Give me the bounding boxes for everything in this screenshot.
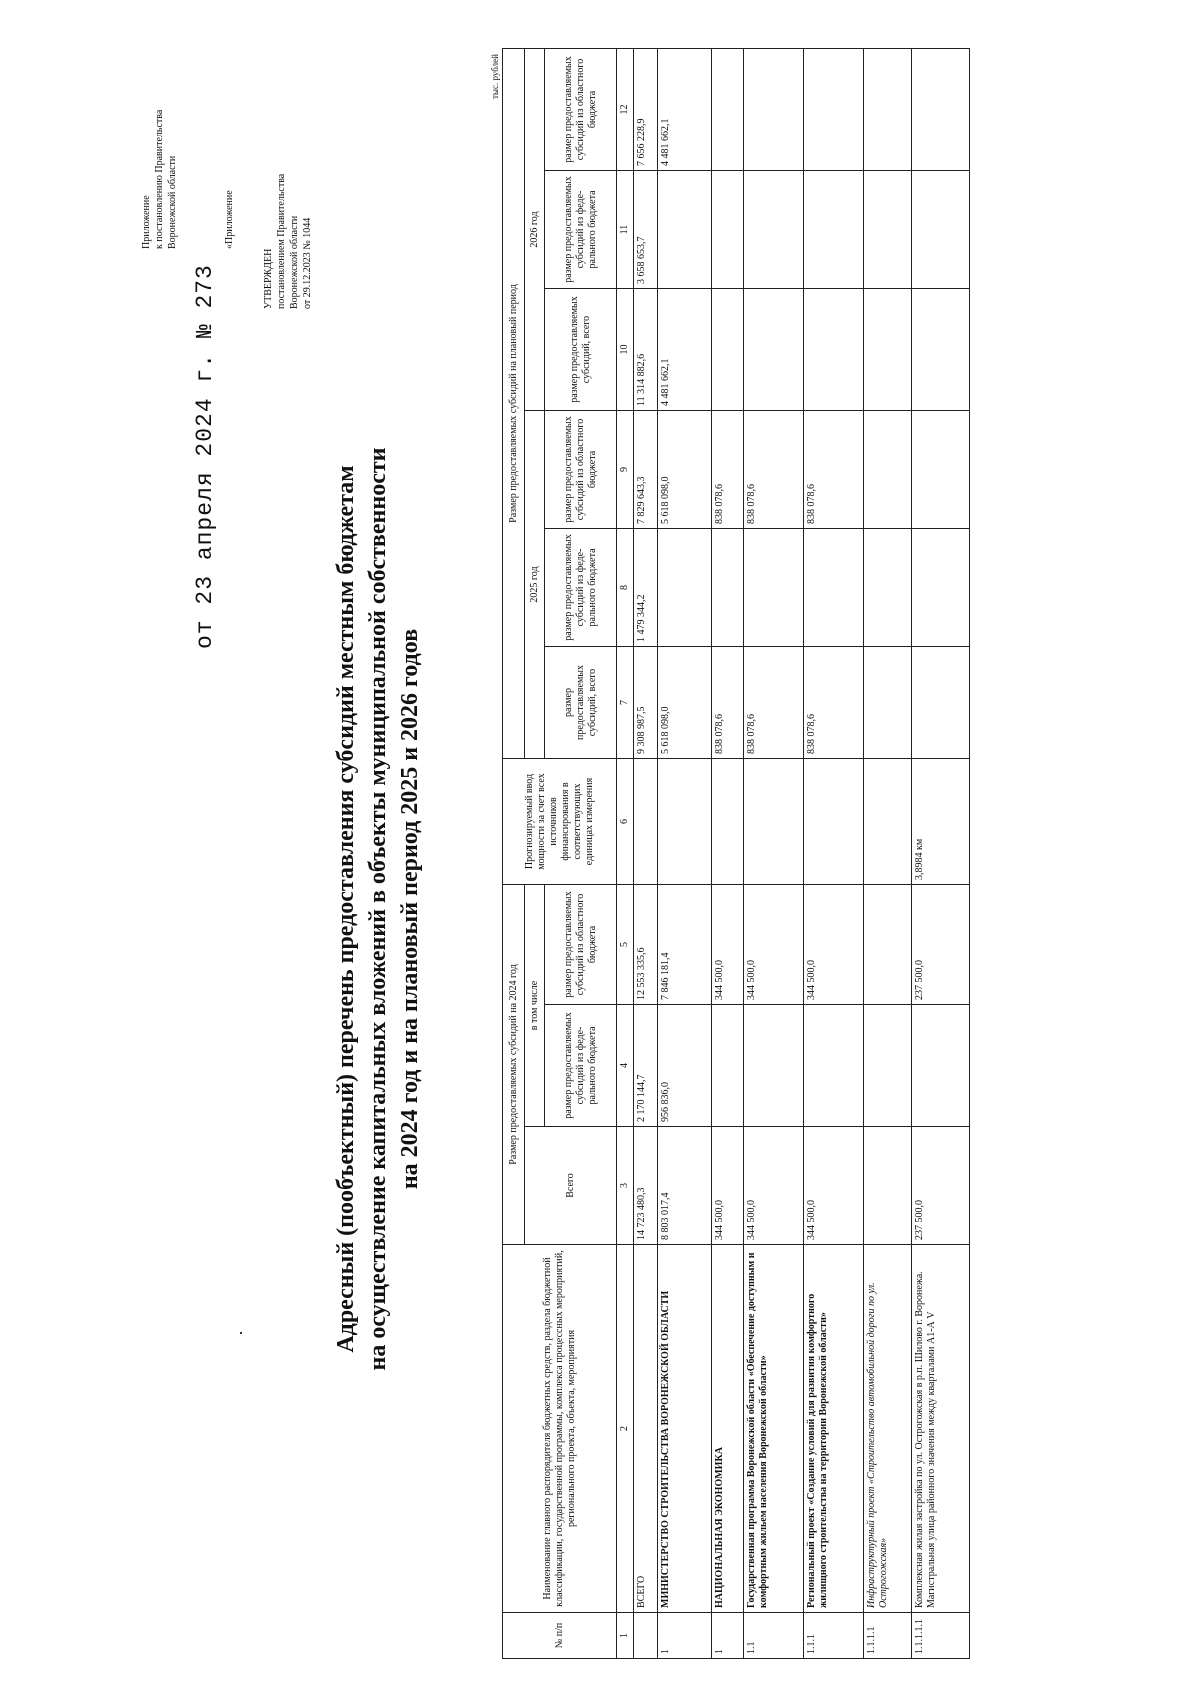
title-line: на осуществление капитальных вложений в объекты муниципальной собственности — [365, 447, 391, 1371]
cell-fed-2024: 956 836,0 — [658, 1005, 712, 1127]
cell-capacity — [712, 759, 744, 885]
cell-fed-2024 — [804, 1005, 864, 1127]
cell-fed-2024 — [864, 1005, 912, 1127]
cell-fed-2026 — [864, 171, 912, 289]
cell-fed-2025 — [744, 529, 804, 647]
header-reg-2024: размер предоставляемых субсидий из областного бюджета — [545, 885, 617, 1005]
cell-capacity — [634, 759, 658, 885]
cell-total-2025: 5 618 098,0 — [658, 647, 712, 759]
col-number: 10 — [617, 289, 634, 411]
col-number: 2 — [617, 1245, 634, 1613]
row-num: 1 — [658, 1613, 712, 1659]
cell-fed-2024 — [912, 1005, 970, 1127]
cell-total-2024 — [864, 1127, 912, 1245]
header-reg-2025: размер предоставляемых субсидий из областного бюджета — [545, 411, 617, 529]
cell-reg-2024: 237 500,0 — [912, 885, 970, 1005]
cell-total-2025: 838 078,6 — [744, 647, 804, 759]
row-num — [634, 1613, 658, 1659]
header-fed-2024: размер предоставляемых субсидий из феде-рального бюджета — [545, 1005, 617, 1127]
cell-reg-2025 — [864, 411, 912, 529]
cell-capacity — [864, 759, 912, 885]
cell-total-2025: 9 308 987,5 — [634, 647, 658, 759]
document-title — [330, 249, 426, 1569]
stamp-subtitle: «Приложение — [224, 190, 235, 249]
approved-line: постановлением Правительства — [276, 173, 287, 309]
row-name: Комплексная жилая застройка по ул. Острогожская в р.п. Шилово г. Воронежа. Магистральная улица районного значения между кварталами А1-А V — [912, 1245, 970, 1613]
cell-fed-2025: 1 479 344,2 — [634, 529, 658, 647]
cell-total-2025: 838 078,6 — [804, 647, 864, 759]
row-num: 1.1 — [744, 1613, 804, 1659]
approved-line: Воронежской области — [289, 215, 300, 309]
cell-capacity — [744, 759, 804, 885]
col-number: 11 — [617, 171, 634, 289]
cell-reg-2026 — [804, 49, 864, 171]
row-name: Государственная программа Воронежской области «Обеспечение доступным и комфортным жильем населения Воронежской области» — [744, 1245, 804, 1613]
cell-reg-2024 — [864, 885, 912, 1005]
cell-fed-2026: 3 658 653,7 — [634, 171, 658, 289]
cell-total-2026 — [712, 289, 744, 411]
col-number: 5 — [617, 885, 634, 1005]
header-year-2026: 2026 год — [525, 49, 545, 411]
table-row — [804, 49, 864, 1659]
table-row — [744, 49, 804, 1659]
table-row — [712, 49, 744, 1659]
approved-line: УТВЕРЖДЕН — [263, 248, 274, 309]
cell-fed-2024: 2 170 144,7 — [634, 1005, 658, 1127]
table-row — [658, 49, 712, 1659]
approved-block — [262, 69, 314, 309]
approval-block — [140, 19, 179, 249]
cell-total-2025 — [912, 647, 970, 759]
cell-total-2026 — [912, 289, 970, 411]
header-size-2024: Размер предоставляемых субсидий на 2024 год — [503, 885, 525, 1245]
cell-fed-2026 — [804, 171, 864, 289]
row-num: 1.1.1.1.1 — [912, 1613, 970, 1659]
header-fed-2025: размер предоставляемых субсидий из феде-рального бюджета — [545, 529, 617, 647]
header-fed-2026: размер предоставляемых субсидий из феде-рального бюджета — [545, 171, 617, 289]
cell-total-2024: 237 500,0 — [912, 1127, 970, 1245]
col-number: 7 — [617, 647, 634, 759]
cell-reg-2025: 838 078,6 — [712, 411, 744, 529]
cell-total-2025: 838 078,6 — [712, 647, 744, 759]
col-number: 3 — [617, 1127, 634, 1245]
subsidy-table — [502, 48, 970, 1659]
cell-reg-2026 — [712, 49, 744, 171]
col-number: 4 — [617, 1005, 634, 1127]
table-row — [864, 49, 912, 1659]
cell-fed-2026 — [912, 171, 970, 289]
header-num: № п/п — [503, 1613, 617, 1659]
cell-total-2026: 4 481 662,1 — [658, 289, 712, 411]
row-num: 1 — [712, 1613, 744, 1659]
header-plan-period: Размер предоставляемых субсидий на плановый период — [503, 49, 525, 759]
cell-reg-2025: 838 078,6 — [804, 411, 864, 529]
stray-mark — [240, 1332, 242, 1334]
cell-fed-2025 — [864, 529, 912, 647]
approved-line: от 29.12.2023 № 1044 — [302, 217, 313, 309]
cell-fed-2025 — [912, 529, 970, 647]
cell-reg-2026: 4 481 662,1 — [658, 49, 712, 171]
cell-total-2026 — [804, 289, 864, 411]
title-line: на 2024 год и на плановый период 2025 и 2026 годов — [397, 628, 423, 1190]
cell-total-2024: 344 500,0 — [744, 1127, 804, 1245]
header-year-2025: 2025 год — [525, 411, 545, 759]
row-num: 1.1.1.1 — [864, 1613, 912, 1659]
header-total-2026: размер предоставляемых субсидий, всего — [545, 289, 617, 411]
header-including: в том числе — [525, 885, 545, 1127]
approval-line: Воронежской области — [167, 155, 178, 249]
cell-fed-2025 — [804, 529, 864, 647]
cell-reg-2026 — [744, 49, 804, 171]
table-row — [634, 49, 658, 1659]
col-number: 1 — [617, 1613, 634, 1659]
table-row — [912, 49, 970, 1659]
cell-reg-2024: 7 846 181,4 — [658, 885, 712, 1005]
units-label: тыс. рублей — [490, 54, 500, 99]
cell-fed-2025 — [658, 529, 712, 647]
cell-total-2024: 344 500,0 — [804, 1127, 864, 1245]
row-name: ВСЕГО — [634, 1245, 658, 1613]
row-name: МИНИСТЕРСТВО СТРОИТЕЛЬСТВА ВОРОНЕЖСКОЙ ОБЛАСТИ — [658, 1245, 712, 1613]
cell-capacity — [658, 759, 712, 885]
col-number: 6 — [617, 759, 634, 885]
cell-fed-2025 — [712, 529, 744, 647]
cell-total-2026: 11 314 882,6 — [634, 289, 658, 411]
row-num: 1.1.1 — [804, 1613, 864, 1659]
row-name: НАЦИОНАЛЬНАЯ ЭКОНОМИКА — [712, 1245, 744, 1613]
cell-reg-2025: 7 829 643,3 — [634, 411, 658, 529]
col-number: 9 — [617, 411, 634, 529]
date-number-stamp: от 23 апреля 2024 г. № 273 — [192, 264, 218, 649]
header-total-2025: размер предоставляемых субсидий, всего — [545, 647, 617, 759]
cell-total-2026 — [864, 289, 912, 411]
cell-total-2024: 8 803 017,4 — [658, 1127, 712, 1245]
cell-reg-2024: 344 500,0 — [804, 885, 864, 1005]
cell-total-2026 — [744, 289, 804, 411]
title-line: Адресный (пообъектный) перечень предоставления субсидий местным бюджетам — [333, 465, 359, 1353]
header-total-2024: Всего — [525, 1127, 617, 1245]
cell-reg-2024: 12 553 335,6 — [634, 885, 658, 1005]
approval-line: Приложение — [141, 195, 152, 249]
cell-fed-2026 — [712, 171, 744, 289]
cell-reg-2024: 344 500,0 — [744, 885, 804, 1005]
cell-total-2024: 14 723 480,3 — [634, 1127, 658, 1245]
cell-reg-2025 — [912, 411, 970, 529]
cell-reg-2026: 7 656 228,9 — [634, 49, 658, 171]
col-number: 8 — [617, 529, 634, 647]
header-name: Наименование главного распорядителя бюджетных средств, раздела бюджетной классификации, государственной программы, комплекса процессных мероприятий, регионального проекта, объекта, мероприятия — [503, 1245, 617, 1613]
cell-fed-2026 — [658, 171, 712, 289]
approval-line: к постановлению Правительства — [154, 109, 165, 249]
cell-reg-2025: 5 618 098,0 — [658, 411, 712, 529]
row-name: Региональный проект «Создание условий для развития комфортного жилищного строительства на территории Воронежской области» — [804, 1245, 864, 1613]
cell-fed-2024 — [744, 1005, 804, 1127]
cell-reg-2024: 344 500,0 — [712, 885, 744, 1005]
cell-total-2025 — [864, 647, 912, 759]
cell-capacity — [804, 759, 864, 885]
cell-reg-2026 — [912, 49, 970, 171]
cell-total-2024: 344 500,0 — [712, 1127, 744, 1245]
row-name: Инфраструктурный проект «Строительство автомобильной дороги по ул. Острогожская» — [864, 1245, 912, 1613]
header-reg-2026: размер предоставляемых субсидий из областного бюджета — [545, 49, 617, 171]
cell-fed-2024 — [712, 1005, 744, 1127]
column-number-row — [617, 49, 634, 1659]
header-capacity: Прогнозируемый ввод мощности за счет всех источников финансирования в соответствующих единицах измерения — [503, 759, 617, 885]
cell-reg-2026 — [864, 49, 912, 171]
cell-fed-2026 — [744, 171, 804, 289]
cell-reg-2025: 838 078,6 — [744, 411, 804, 529]
col-number: 12 — [617, 49, 634, 171]
cell-capacity: 3,8984 км — [912, 759, 970, 885]
